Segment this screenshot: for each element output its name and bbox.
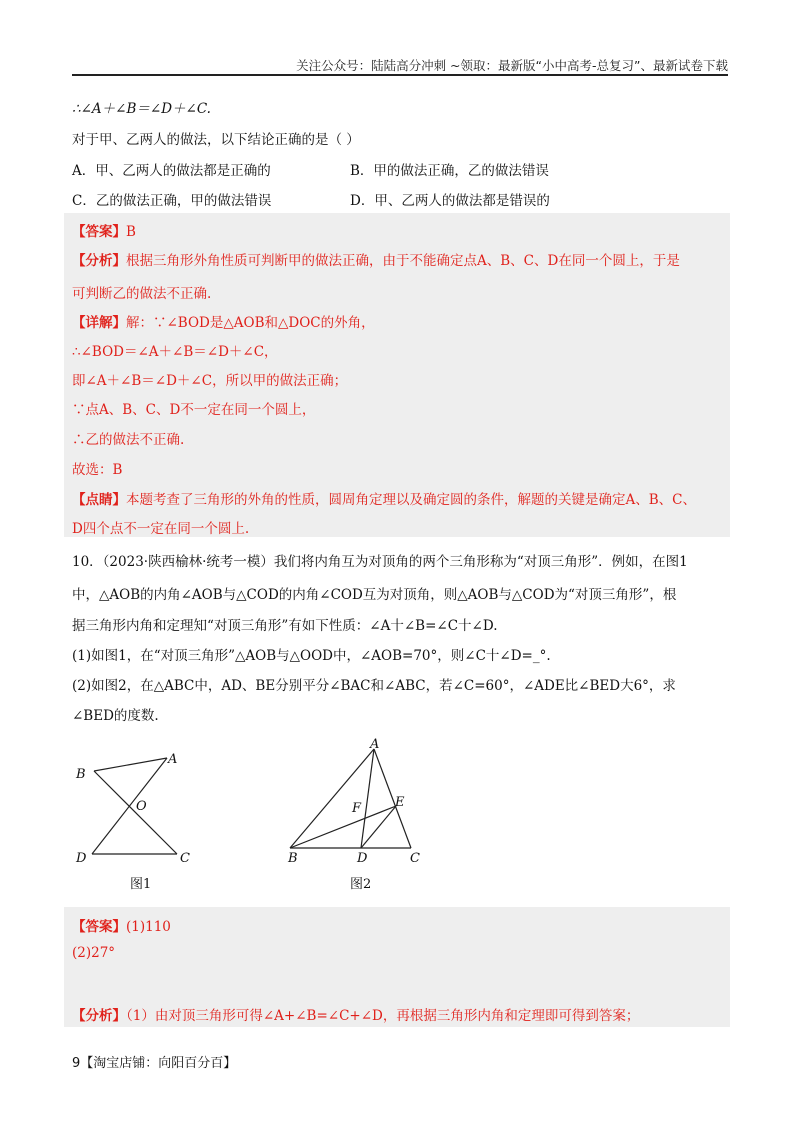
detail-line <box>72 311 375 331</box>
answer-tag: 【答案】 <box>72 224 126 240</box>
question-10-line: 据三角形内角和定理知“对顶三角形”有如下性质：∠A十∠B=∠C十∠D. <box>72 618 498 634</box>
answer-tag: 【答案】 <box>72 919 126 935</box>
segment-ac2 <box>374 749 411 848</box>
answer-value-2: (2)27° <box>72 945 116 961</box>
comment-text: 本题考查了三角形的外角的性质，圆周角定理以及确定圆的条件，解题的关键是确定A、B、C、 <box>126 492 696 508</box>
question-10-line: ∠BED的度数. <box>72 708 159 724</box>
analysis-text-2: 可判断乙的做法不正确. <box>72 286 212 302</box>
fig2-label-f: F <box>352 801 362 816</box>
question-10-line: 中，△AOB的内角∠AOB与△COD的内角∠COD互为对顶角，则△AOB与△COD为“对顶三角形”，根 <box>72 587 677 603</box>
figures <box>68 738 448 902</box>
fig1-label-a: A <box>168 752 178 767</box>
fig1-label-o: O <box>136 799 147 814</box>
fig1-caption: 图1 <box>130 877 152 892</box>
fig2-caption: 图2 <box>350 877 372 892</box>
figure-1 <box>92 758 177 854</box>
analysis-tag: 【分析】 <box>72 253 126 269</box>
comment-text-2: D四个点不一定在同一个圆上. <box>72 521 250 537</box>
fig1-label-d: D <box>76 851 87 866</box>
text-line: ∴∠A＋∠B＝∠D＋∠C. <box>72 101 211 117</box>
analysis-line <box>72 1004 639 1024</box>
footer-text: 【淘宝店铺：向阳百分百】 <box>80 1056 237 1071</box>
option-c: C．乙的做法正确，甲的做法错误 <box>72 193 272 209</box>
answer-value: (1)110 <box>126 919 171 935</box>
choice-line: 故选：B <box>72 462 123 478</box>
detail-step: ∴乙的做法不正确. <box>72 432 185 448</box>
detail-step: ∵点A、B、C、D不一定在同一个圆上， <box>72 402 316 418</box>
question-stem: 对于甲、乙两人的做法，以下结论正确的是（ ） <box>72 132 360 148</box>
analysis-line <box>72 249 680 269</box>
page-number: 9 <box>72 1056 81 1071</box>
fig2-label-d: D <box>357 851 368 866</box>
fig2-label-e: E <box>395 795 405 810</box>
detail-text: 解：∵∠BOD是△AOB和△DOC的外角， <box>126 315 375 331</box>
fig1-label-b: B <box>76 767 86 782</box>
page-header <box>72 50 728 76</box>
footer <box>72 1052 236 1071</box>
question-10-line: 10．（2023·陕西榆林·统考一模）我们将内角互为对顶角的两个三角形称为“对顶三角形”．例如，在图1 <box>72 554 688 570</box>
fig2-label-c: C <box>410 851 420 866</box>
segment-ba <box>94 758 167 771</box>
option-d: D．甲、乙两人的做法都是错误的 <box>350 193 550 209</box>
detail-step: ∴∠BOD＝∠A＋∠B＝∠D＋∠C， <box>72 344 278 360</box>
question-10-part1: (1)如图1，在“对顶三角形”△AOB与△OOD中，∠AOB=70°，则∠C十∠D=_°. <box>72 648 551 664</box>
segment-ba2 <box>290 749 374 848</box>
segment-be2 <box>290 806 396 848</box>
header-text: 关注公众号：陆陆高分冲刺 ~领取：最新版“小中高考-总复习”、最新试卷下载 <box>296 58 728 73</box>
detail-tag: 【详解】 <box>72 315 126 331</box>
comment-line <box>72 488 696 508</box>
analysis-text: （1）由对顶三角形可得∠A+∠B=∠C+∠D，再根据三角形内角和定理即可得到答案； <box>126 1008 640 1024</box>
option-a: A．甲、乙两人的做法都是正确的 <box>72 163 271 179</box>
answer-value: B <box>126 224 136 240</box>
answer-line <box>72 220 136 240</box>
answer-line <box>72 915 171 935</box>
geometry-figures <box>68 738 448 898</box>
fig2-label-b: B <box>288 851 298 866</box>
comment-tag: 【点睛】 <box>72 492 126 508</box>
detail-step: 即∠A＋∠B＝∠D＋∠C，所以甲的做法正确； <box>72 373 348 389</box>
segment-ad <box>92 758 167 854</box>
analysis-text: 根据三角形外角性质可判断甲的做法正确，由于不能确定点A、B、C、D在同一个圆上，于是 <box>126 253 680 269</box>
segment-ad2 <box>361 749 374 848</box>
figure-2 <box>290 749 411 848</box>
fig1-label-c: C <box>180 851 190 866</box>
option-b: B．甲的做法正确，乙的做法错误 <box>350 163 549 179</box>
analysis-tag: 【分析】 <box>72 1008 126 1024</box>
fig2-label-a: A <box>370 738 380 752</box>
question-10-part2: (2)如图2，在△ABC中，AD、BE分别平分∠BAC和∠ABC，若∠C=60°，∠ADE比∠BED大6°，求 <box>72 678 676 694</box>
